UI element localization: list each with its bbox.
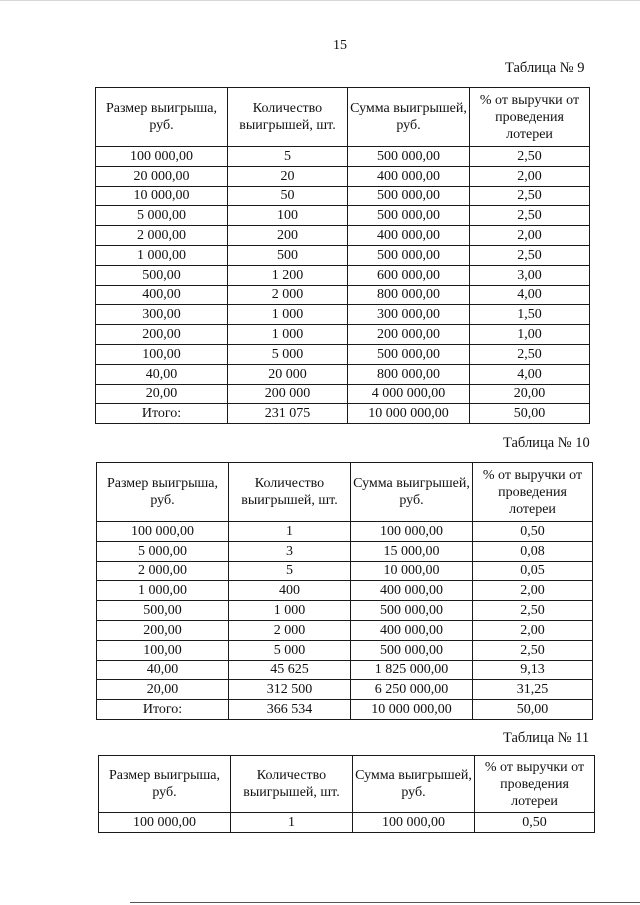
table-row (97, 660, 593, 680)
column-header-prize-count: Количество выигрышей, шт. (231, 756, 353, 813)
table-row (97, 581, 593, 601)
cell-prize-count: 1 000 (229, 601, 351, 621)
cell-prize-count: 200 000 (228, 384, 348, 404)
cell-prize-sum: 300 000,00 (348, 305, 470, 325)
cell-prize-count: 3 (229, 541, 351, 561)
table-row (96, 186, 590, 206)
cell-prize-sum: 500 000,00 (351, 640, 473, 660)
column-header-revenue-percent: % от выручки от проведения лотереи (475, 756, 595, 813)
table-row (97, 561, 593, 581)
cell-revenue-percent: 31,25 (473, 680, 593, 700)
cell-prize-amount: Итого: (97, 700, 229, 720)
cell-revenue-percent: 0,50 (475, 813, 595, 833)
table-row (96, 364, 590, 384)
cell-prize-sum: 400 000,00 (348, 226, 470, 246)
cell-prize-amount: 1 000,00 (96, 245, 228, 265)
table-row (99, 813, 595, 833)
cell-prize-amount: 20 000,00 (96, 166, 228, 186)
table-row (96, 206, 590, 226)
cell-revenue-percent: 9,13 (473, 660, 593, 680)
table-total-row (97, 700, 593, 720)
cell-revenue-percent: 2,50 (470, 206, 590, 226)
cell-prize-amount: 100 000,00 (99, 813, 231, 833)
table-row (96, 325, 590, 345)
table-row (96, 166, 590, 186)
cell-prize-count: 1 000 (228, 325, 348, 345)
column-header-prize-sum: Сумма выигрышей, руб. (351, 463, 473, 522)
cell-prize-count: 20 000 (228, 364, 348, 384)
cell-prize-amount: 5 000,00 (97, 541, 229, 561)
cell-prize-amount: 40,00 (96, 364, 228, 384)
table-row (97, 522, 593, 542)
column-header-prize-count: Количество выигрышей, шт. (228, 88, 348, 147)
cell-prize-count: 20 (228, 166, 348, 186)
cell-prize-sum: 500 000,00 (348, 186, 470, 206)
table-row (97, 541, 593, 561)
page-number: 15 (333, 38, 347, 53)
cell-revenue-percent: 0,05 (473, 561, 593, 581)
cell-prize-sum: 400 000,00 (351, 620, 473, 640)
cell-prize-sum: 200 000,00 (348, 325, 470, 345)
cell-prize-amount: 300,00 (96, 305, 228, 325)
column-header-prize-count: Количество выигрышей, шт. (229, 463, 351, 522)
prize-table-11 (98, 755, 595, 833)
column-header-prize-amount: Размер выигрыша, руб. (99, 756, 231, 813)
prize-table-9 (95, 87, 590, 424)
cell-revenue-percent: 2,50 (470, 186, 590, 206)
column-header-prize-amount: Размер выигрыша, руб. (96, 88, 228, 147)
cell-prize-sum: 800 000,00 (348, 285, 470, 305)
table-row (96, 384, 590, 404)
cell-prize-amount: 5 000,00 (96, 206, 228, 226)
cell-prize-sum: 1 825 000,00 (351, 660, 473, 680)
column-header-revenue-percent: % от выручки от проведения лотереи (473, 463, 593, 522)
cell-prize-count: 50 (228, 186, 348, 206)
cell-prize-sum: 800 000,00 (348, 364, 470, 384)
cell-revenue-percent: 2,50 (470, 147, 590, 167)
column-header-prize-sum: Сумма выигрышей, руб. (353, 756, 475, 813)
cell-revenue-percent: 2,00 (470, 226, 590, 246)
cell-revenue-percent: 50,00 (470, 404, 590, 424)
cell-prize-sum: 6 250 000,00 (351, 680, 473, 700)
cell-prize-amount: 400,00 (96, 285, 228, 305)
cell-revenue-percent: 0,08 (473, 541, 593, 561)
cell-prize-count: 500 (228, 245, 348, 265)
cell-prize-amount: 1 000,00 (97, 581, 229, 601)
column-header-prize-sum: Сумма выигрышей, руб. (348, 88, 470, 147)
table-caption-11: Таблица № 11 (503, 730, 590, 746)
table-row (97, 680, 593, 700)
cell-revenue-percent: 4,00 (470, 364, 590, 384)
cell-prize-sum: 100 000,00 (351, 522, 473, 542)
table-header-row (96, 88, 590, 147)
cell-revenue-percent: 2,00 (470, 166, 590, 186)
cell-prize-sum: 400 000,00 (348, 166, 470, 186)
cell-revenue-percent: 2,50 (470, 245, 590, 265)
cell-prize-sum: 600 000,00 (348, 265, 470, 285)
cell-prize-count: 5 000 (229, 640, 351, 660)
cell-prize-amount: 20,00 (96, 384, 228, 404)
table-row (96, 285, 590, 305)
cell-prize-sum: 100 000,00 (353, 813, 475, 833)
table-row (96, 344, 590, 364)
cell-revenue-percent: 4,00 (470, 285, 590, 305)
table-row (97, 620, 593, 640)
table-header-row (99, 756, 595, 813)
cell-revenue-percent: 3,00 (470, 265, 590, 285)
cell-prize-amount: 500,00 (97, 601, 229, 621)
cell-prize-amount: 2 000,00 (97, 561, 229, 581)
cell-prize-amount: 10 000,00 (96, 186, 228, 206)
cell-prize-sum: 500 000,00 (348, 245, 470, 265)
cell-prize-sum: 400 000,00 (351, 581, 473, 601)
table-row (97, 601, 593, 621)
table-row (96, 147, 590, 167)
cell-prize-count: 100 (228, 206, 348, 226)
cell-prize-amount: 2 000,00 (96, 226, 228, 246)
cell-prize-count: 1 200 (228, 265, 348, 285)
cell-prize-count: 1 (229, 522, 351, 542)
cell-revenue-percent: 1,50 (470, 305, 590, 325)
cell-prize-sum: 4 000 000,00 (348, 384, 470, 404)
column-header-prize-amount: Размер выигрыша, руб. (97, 463, 229, 522)
cell-prize-count: 231 075 (228, 404, 348, 424)
cell-revenue-percent: 2,50 (470, 344, 590, 364)
table-header-row (97, 463, 593, 522)
cell-revenue-percent: 2,50 (473, 601, 593, 621)
table-row (96, 226, 590, 246)
cell-prize-count: 366 534 (229, 700, 351, 720)
table-caption-9: Таблица № 9 (505, 60, 585, 76)
cell-prize-sum: 10 000,00 (351, 561, 473, 581)
cell-prize-sum: 10 000 000,00 (351, 700, 473, 720)
cell-revenue-percent: 2,00 (473, 581, 593, 601)
table-row (96, 245, 590, 265)
cell-revenue-percent: 1,00 (470, 325, 590, 345)
cell-prize-count: 2 000 (228, 285, 348, 305)
cell-prize-sum: 10 000 000,00 (348, 404, 470, 424)
cell-prize-count: 45 625 (229, 660, 351, 680)
cell-revenue-percent: 20,00 (470, 384, 590, 404)
cell-prize-count: 5 (229, 561, 351, 581)
cell-prize-amount: 200,00 (97, 620, 229, 640)
cell-prize-amount: 100 000,00 (97, 522, 229, 542)
cell-prize-sum: 500 000,00 (348, 344, 470, 364)
cell-prize-amount: 20,00 (97, 680, 229, 700)
prize-table-10 (96, 462, 593, 720)
table-row (96, 265, 590, 285)
cell-revenue-percent: 50,00 (473, 700, 593, 720)
cell-prize-sum: 500 000,00 (348, 206, 470, 226)
table-total-row (96, 404, 590, 424)
cell-prize-count: 2 000 (229, 620, 351, 640)
cell-prize-count: 5 000 (228, 344, 348, 364)
cell-revenue-percent: 0,50 (473, 522, 593, 542)
table-row (97, 640, 593, 660)
cell-prize-amount: 100,00 (97, 640, 229, 660)
table-caption-10: Таблица № 10 (503, 435, 590, 451)
table-row (96, 305, 590, 325)
cell-revenue-percent: 2,00 (473, 620, 593, 640)
scan-bottom-edge (130, 902, 640, 903)
cell-prize-amount: 100,00 (96, 344, 228, 364)
cell-prize-amount: Итого: (96, 404, 228, 424)
cell-revenue-percent: 2,50 (473, 640, 593, 660)
cell-prize-count: 5 (228, 147, 348, 167)
cell-prize-sum: 15 000,00 (351, 541, 473, 561)
cell-prize-count: 1 (231, 813, 353, 833)
cell-prize-count: 1 000 (228, 305, 348, 325)
cell-prize-amount: 40,00 (97, 660, 229, 680)
cell-prize-count: 400 (229, 581, 351, 601)
scan-top-edge (0, 0, 640, 1)
cell-prize-amount: 500,00 (96, 265, 228, 285)
cell-prize-amount: 200,00 (96, 325, 228, 345)
column-header-revenue-percent: % от выручки от проведения лотереи (470, 88, 590, 147)
cell-prize-count: 200 (228, 226, 348, 246)
cell-prize-sum: 500 000,00 (351, 601, 473, 621)
cell-prize-count: 312 500 (229, 680, 351, 700)
cell-prize-amount: 100 000,00 (96, 147, 228, 167)
cell-prize-sum: 500 000,00 (348, 147, 470, 167)
